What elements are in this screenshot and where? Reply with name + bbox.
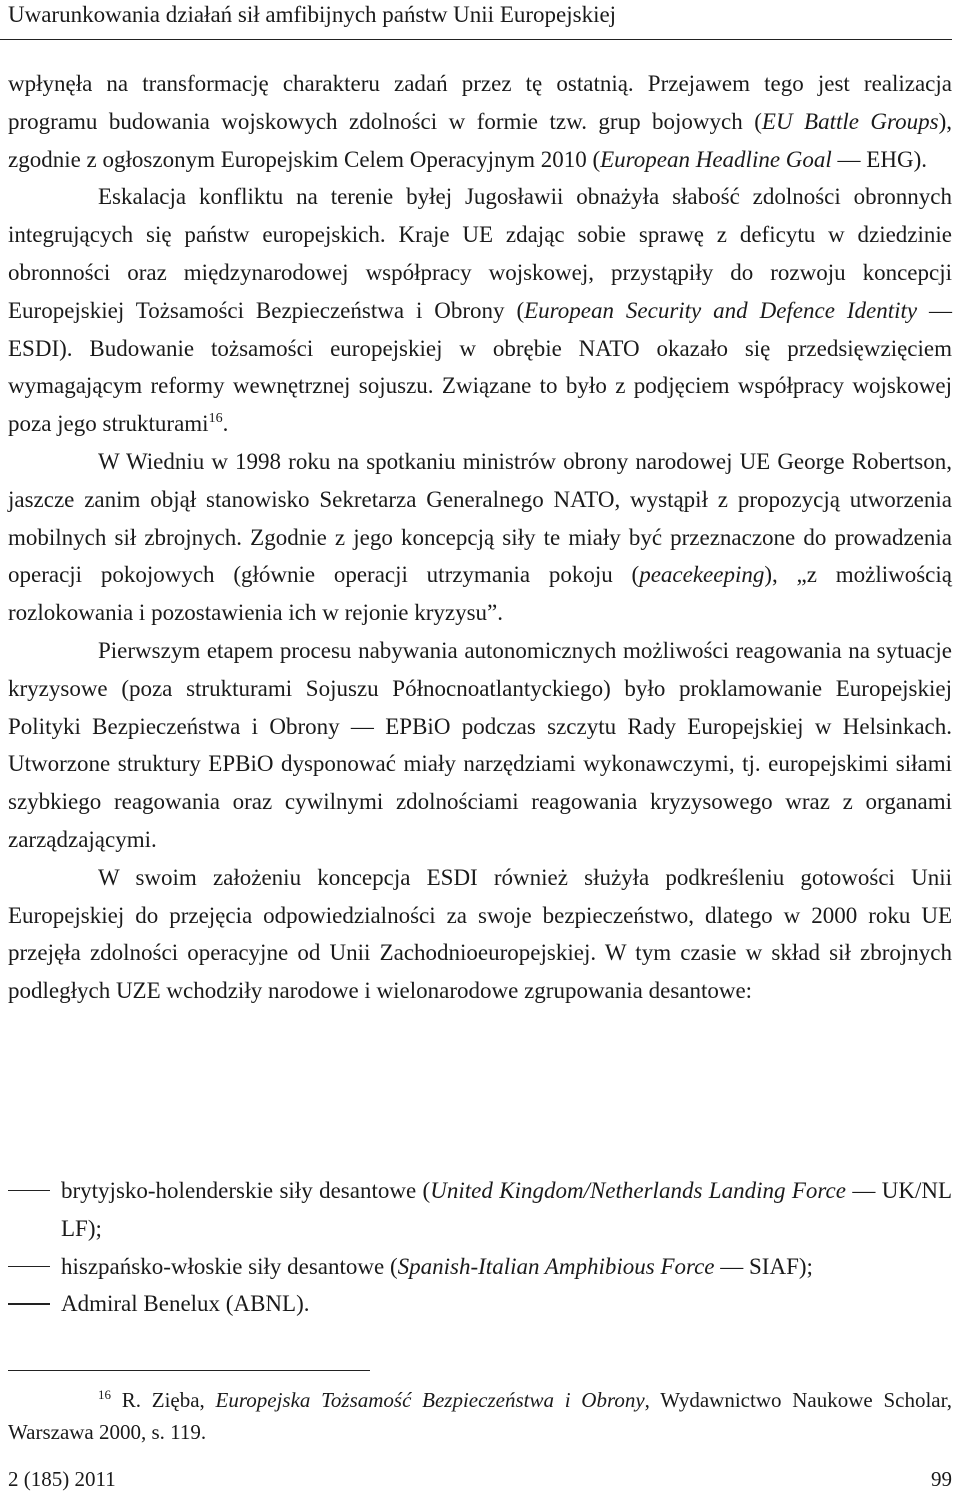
list-item bbox=[8, 1172, 952, 1248]
em-dash-bullet bbox=[8, 1190, 50, 1191]
footnote-number: 16 bbox=[98, 1387, 111, 1402]
italic-term: EU Battle Groups bbox=[761, 108, 939, 134]
issue-number: 2 (185) 2011 bbox=[8, 1467, 116, 1491]
text-run: — UK/NL LF); bbox=[61, 1178, 953, 1241]
italic-title: Europejska Tożsamość Bezpieczeństwa i Obrony bbox=[215, 1388, 645, 1412]
text-run: Admiral Benelux (ABNL). bbox=[61, 1291, 310, 1317]
footnote bbox=[8, 1384, 952, 1448]
text-run: . bbox=[222, 411, 229, 437]
paragraph-5: W swoim założeniu koncepcja ESDI również służyła podkreśleniu gotowości Unii Europejskiej do przejęcia odpowiedzialności za swoje bezpieczeństwo, dlatego w 2000 roku UE przejęła zdolności operacyjne od Unii Zachodnioeuropejskiej. W tym czasie w skład sił zbrojnych podległych UZE wchodziły narodowe i wielonarodowe zgrupowania desantowe: bbox=[8, 864, 952, 1004]
text-run: , Wydawnictwo Naukowe Scholar, Warszawa 2000, s. 119. bbox=[8, 1388, 953, 1444]
paragraph-1 bbox=[8, 65, 952, 178]
text-run: — ESDI). Budowanie tożsamości europejskiej w obrębie NATO okazało się przedsięwzięciem wymagającym reformy wewnętrznej sojuszu. Związane to było z podjęciem współpracy wojskowej poza jego strukturami bbox=[8, 297, 953, 437]
italic-term: European Headline Goal bbox=[600, 146, 832, 172]
page-number: 99 bbox=[931, 1467, 952, 1491]
list-item bbox=[8, 1248, 952, 1286]
running-header-title: Uwarunkowania działań sił amfibijnych państw Unii Europejskiej bbox=[8, 2, 617, 27]
text-run: hiszpańsko-włoskie siły desantowe ( bbox=[61, 1253, 398, 1279]
text-run: brytyjsko-holenderskie siły desantowe ( bbox=[61, 1178, 431, 1203]
text-run: ), „z możliwością rozlokowania i pozostawienia ich w rejonie kryzysu”. bbox=[8, 562, 952, 626]
em-dash-bullet bbox=[8, 1303, 50, 1304]
running-header bbox=[0, 0, 952, 40]
italic-term: European Security and Defence Identity bbox=[524, 297, 918, 323]
list-item bbox=[8, 1285, 952, 1323]
text-run: W Wiedniu w 1998 roku na spotkaniu ministrów obrony narodowej UE George Robertson, jaszcze zanim objął stanowisko Sekretarza Generalnego NATO, wystąpił z propozycją utworzenia mobilnych sił zbrojnych. Zgodnie z jego koncepcją siły te miały być przeznaczone do prowadzenia operacji pokojowych (głównie operacji utrzymania pokoju ( bbox=[8, 448, 952, 588]
main-text bbox=[8, 65, 952, 1010]
text-run: — EHG). bbox=[831, 146, 927, 172]
paragraph-4: Pierwszym etapem procesu nabywania autonomicznych możliwości reagowania na sytuacje kryzysowe (poza strukturami Sojuszu Północnoatlantyckiego) było proklamowanie Europejskiej Polityki Bezpieczeństwa i Obrony — EPBiO podczas szczytu Rady Europejskiej w Helsinkach. Utworzone struktury EPBiO dysponować miały narzędziami wykonawczymi, tj. europejskimi siłami szybkiego reagowania oraz cywilnymi zdolnościami reagowania kryzysowego wraz z organami zarządzającymi. bbox=[8, 637, 952, 852]
force-list bbox=[8, 1172, 952, 1323]
italic-term: peacekeeping bbox=[639, 562, 765, 588]
text-run: R. Zięba, bbox=[111, 1388, 216, 1412]
em-dash-bullet bbox=[8, 1266, 50, 1267]
footnote-ref[interactable]: 16 bbox=[208, 411, 223, 427]
italic-term: Spanish-Italian Amphibious Force bbox=[397, 1253, 715, 1279]
text-run: ), zgodnie z ogłoszonym Europejskim Celem Operacyjnym 2010 ( bbox=[8, 108, 952, 172]
paragraph-2 bbox=[8, 178, 952, 443]
footnote-text bbox=[8, 1384, 952, 1448]
italic-term: United Kingdom/Netherlands Landing Force bbox=[430, 1178, 846, 1203]
text-run: Eskalacja konfliktu na terenie byłej Jugosławii obnażyła słabość zdolności obronnych integrujących się państw europejskich. Kraje UE zdając sobie sprawę z deficytu w dziedzinie obronności oraz międzynarodowej współpracy wojskowej, przystąpiły do rozwoju koncepcji Europejskiej Tożsamości Bezpieczeństwa i Obrony ( bbox=[8, 184, 952, 323]
footnote-separator bbox=[8, 1370, 370, 1371]
text-run: wpłynęła na transformację charakteru zadań przez tę ostatnią. Przejawem tego jest realizacja programu budowania wojskowych zdolności w formie tzw. grup bojowych ( bbox=[8, 71, 952, 134]
text-run: — SIAF); bbox=[714, 1253, 813, 1279]
paragraph-3 bbox=[8, 443, 952, 632]
